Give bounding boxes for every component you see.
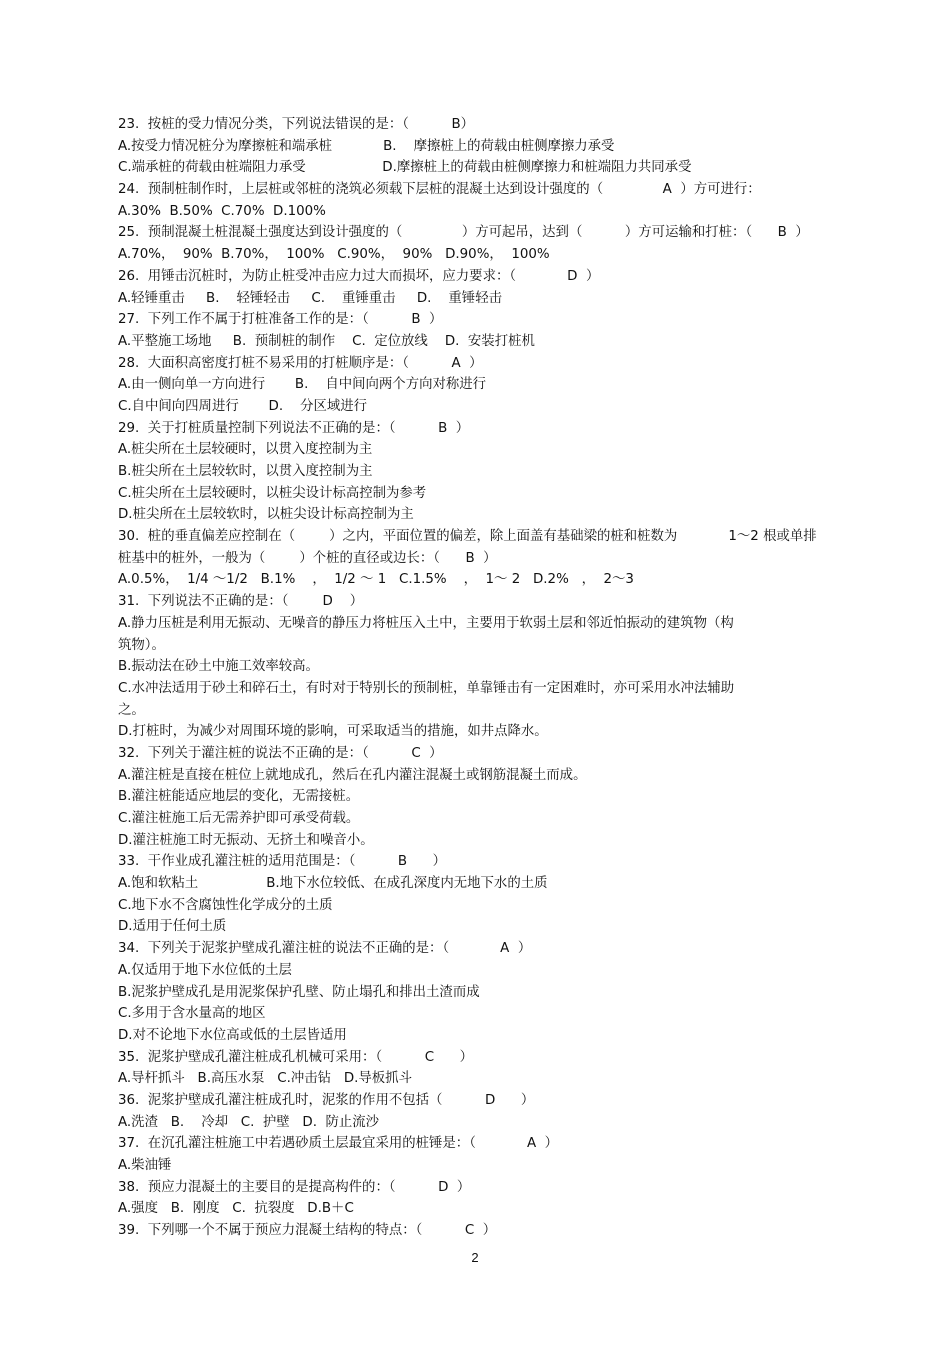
text-line: C.地下水不含腐蚀性化学成分的土质 xyxy=(118,897,333,913)
text-line: 36. 泥浆护壁成孔灌注桩成孔时，泥浆的作用不包括（ D ） xyxy=(118,1092,535,1108)
text-line: B.桩尖所在土层较软时，以贯入度控制为主 xyxy=(118,464,373,479)
text-line: 24. 预制桩制作时，上层桩或邻桩的浇筑必须载下层桩的混凝土达到设计强度的（ A ）方可进行： xyxy=(118,182,761,198)
text-line: 38. 预应力混凝土的主要目的是提高构件的：（ D ） xyxy=(118,1179,471,1195)
text-line: A.灌注桩是直接在桩位上就地成孔，然后在孔内灌注混凝土或钢筋混凝土而成。 xyxy=(118,767,587,783)
text-line: 31. 下列说法不正确的是：（ D ） xyxy=(118,594,364,610)
text-line: B.泥浆护壁成孔是用泥浆保护孔壁、防止塌孔和排出土渣而成 xyxy=(118,984,480,1000)
text-line: B.振动法在砂土中施工效率较高。 xyxy=(118,659,319,675)
text-line: 之。 xyxy=(118,702,145,718)
text-line: C.灌注桩施工后无需养护即可承受荷载。 xyxy=(118,811,360,826)
text-line: A.仅适用于地下水位低的土层 xyxy=(118,962,292,978)
text-line: A.柴油锤 xyxy=(118,1158,172,1173)
text-line: C.自中间向四周进行 D. 分区域进行 xyxy=(118,398,368,414)
text-line: 26. 用锤击沉桩时，为防止桩受冲击应力过大而损坏，应力要求：（ D ） xyxy=(118,268,600,284)
text-line: 34. 下列关于泥浆护壁成孔灌注桩的说法不正确的是：（ A ） xyxy=(118,941,532,957)
text-line: D.灌注桩施工时无振动、无挤土和噪音小。 xyxy=(118,832,374,848)
text-line: A.按受力情况桩分为摩擦桩和端承桩 B. 摩擦桩上的荷载由桩侧摩擦力承受 xyxy=(118,138,615,154)
text-line: C.桩尖所在土层较硬时，以桩尖设计标高控制为参考 xyxy=(118,485,427,501)
question-list xyxy=(118,114,893,1242)
text-line: A.洗渣 B. 冷却 C. 护壁 D. 防止流沙 xyxy=(118,1114,380,1130)
text-line: A.导杆抓斗 B.高压水泵 C.冲击钻 D.导板抓斗 xyxy=(118,1071,412,1087)
text-line: A.30% B.50% C.70% D.100% xyxy=(118,203,326,219)
text-line: A.静力压桩是利用无振动、无噪音的静压力将桩压入土中，主要用于软弱土层和邻近怕振动的建筑物（构 xyxy=(118,615,734,631)
text-line: D.桩尖所在土层较软时，以桩尖设计标高控制为主 xyxy=(118,507,414,523)
text-line: C.多用于含水量高的地区 xyxy=(118,1006,266,1022)
text-line: 23. 按桩的受力情况分类，下列说法错误的是：（ B） xyxy=(118,117,475,132)
text-line: D.打桩时，为减少对周围环境的影响，可采取适当的措施，如井点降水。 xyxy=(118,724,548,740)
text-line: 筑物）。 xyxy=(118,637,165,653)
page-number: 2 xyxy=(471,1250,479,1265)
text-line: D.适用于任何土质 xyxy=(118,919,227,935)
text-line: 25. 预制混凝土桩混凝土强度达到设计强度的（ ）方可起吊，达到（ ）方可运输和打桩：（ B ） xyxy=(118,225,809,241)
text-line: 37. 在沉孔灌注桩施工中若遇砂质土层最宜采用的桩锤是：（ A ） xyxy=(118,1136,559,1152)
text-line: 33. 干作业成孔灌注桩的适用范围是：（ B ） xyxy=(118,854,447,870)
text-line: C.端承桩的荷载由桩端阻力承受 D.摩擦桩上的荷载由桩侧摩擦力和桩端阻力共同承受 xyxy=(118,160,692,176)
text-line: 30. 桩的垂直偏差应控制在（ ）之内，平面位置的偏差，除上面盖有基础梁的桩和桩数为 1～2 根或单排 xyxy=(118,529,817,545)
text-line: 28. 大面积高密度打桩不易采用的打桩顺序是：（ A ） xyxy=(118,355,483,371)
text-line: 32. 下列关于灌注桩的说法不正确的是：（ C ） xyxy=(118,745,443,761)
text-line: A.平整施工场地 B. 预制桩的制作 C. 定位放线 D. 安装打桩机 xyxy=(118,333,535,349)
text-line: A.0.5%， 1/4 ～1/2 B.1% ， 1/2 ～ 1 C.1.5% ， 1～ 2 D.2% ， 2～3 xyxy=(118,572,634,588)
text-line: D.对不论地下水位高或低的土层皆适用 xyxy=(118,1027,347,1043)
text-line: A.轻锤重击 B. 轻锤轻击 C. 重锤重击 D. 重锤轻击 xyxy=(118,290,502,306)
text-line: A.由一侧向单一方向进行 B. 自中间向两个方向对称进行 xyxy=(118,377,487,393)
text-line: C.水冲法适用于砂土和碎石土，有时对于特别长的预制桩，单靠锤击有一定困难时，亦可采用水冲法辅助 xyxy=(118,680,735,696)
text-line: B.灌注桩能适应地层的变化，无需接桩。 xyxy=(118,789,360,805)
text-line: 35. 泥浆护壁成孔灌注桩成孔机械可采用：（ C ） xyxy=(118,1049,473,1065)
text-line: A.强度 B. 刚度 C. 抗裂度 D.B＋C xyxy=(118,1201,354,1217)
text-line: 27. 下列工作不属于打桩准备工作的是：（ B ） xyxy=(118,312,443,328)
text-line: A.桩尖所在土层较硬时，以贯入度控制为主 xyxy=(118,442,373,458)
text-line: 29. 关于打桩质量控制下列说法不正确的是：（ B ） xyxy=(118,420,470,436)
text-line: A.70%， 90% B.70%， 100% C.90%， 90% D.90%， 100% xyxy=(118,247,550,263)
text-line: 桩基中的桩外，一般为（ ）个桩的直径或边长：（ B ） xyxy=(118,550,497,566)
text-line: A.饱和软粘土 B.地下水位较低、在成孔深度内无地下水的土质 xyxy=(118,876,548,892)
text-line: 39. 下列哪一个不属于预应力混凝土结构的特点：（ C ） xyxy=(118,1223,497,1239)
